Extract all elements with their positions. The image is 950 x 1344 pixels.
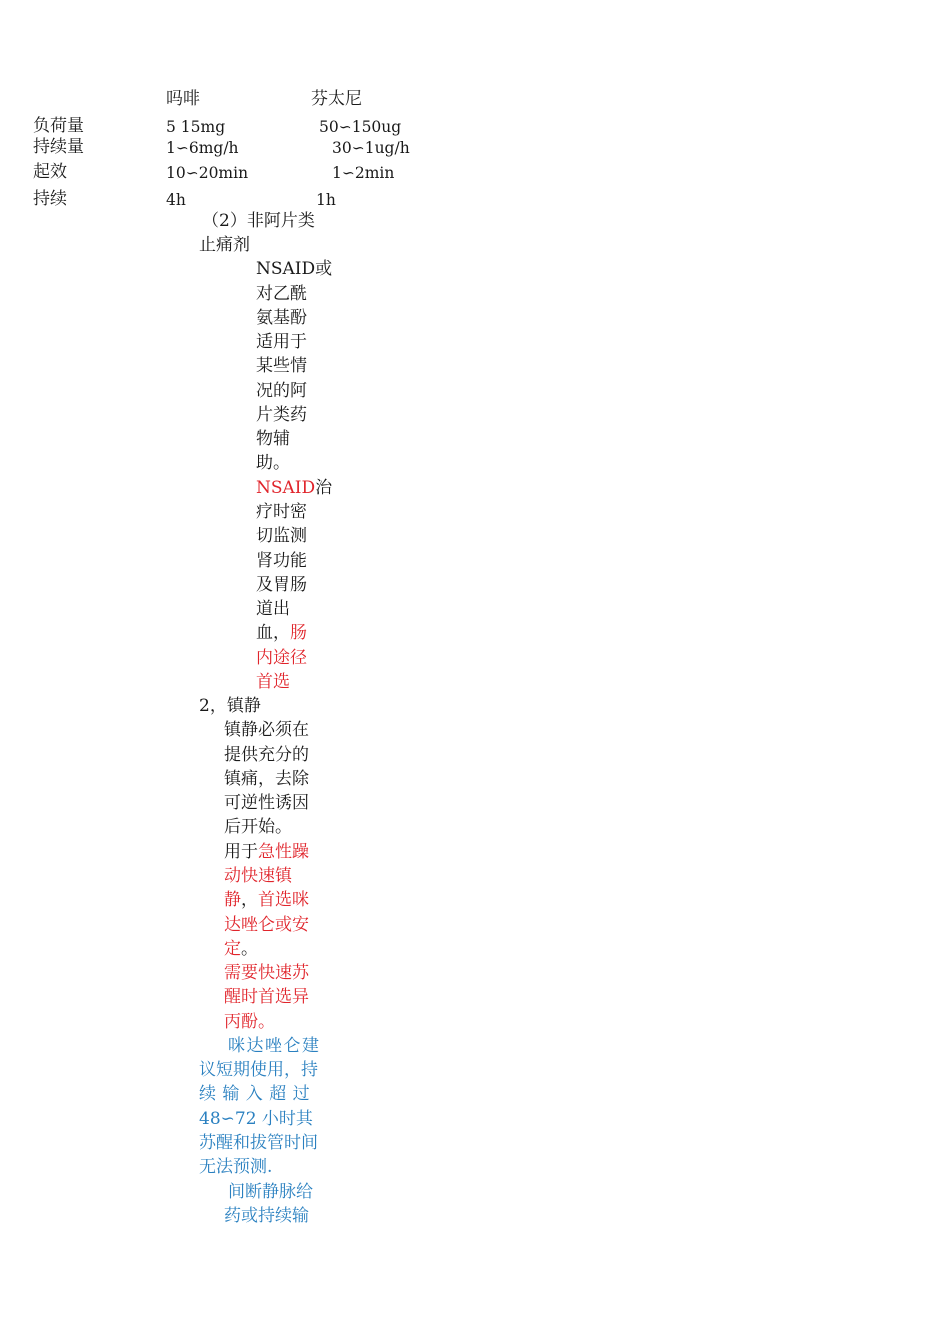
nonopioid-text-line: 况的阿 <box>256 381 307 401</box>
sedation-use-line <box>224 888 309 912</box>
midazolam-note-line: 咪达唑仑建 <box>228 1036 321 1056</box>
midazolam-note-line: 议短期使用，持 <box>199 1060 318 1080</box>
midazolam-note-line: 续 输 入 超 过 <box>199 1084 311 1104</box>
cell-morphine-duration: 4h <box>166 191 186 209</box>
row-label-maintenance: 持续量 <box>33 137 84 157</box>
col-header-fentanyl: 芬太尼 <box>311 89 362 109</box>
nsaid-warning-line: 疗时密 <box>256 502 307 522</box>
diazepam-red-text: 定 <box>224 939 241 959</box>
sedation-text-line: 提供充分的 <box>224 745 309 765</box>
midazolam-note-line: 无法预测. <box>199 1157 273 1177</box>
enteral-red-text: 肠 <box>290 623 307 643</box>
agitation-red-text: 急性躁 <box>258 842 309 862</box>
nsaid-warning-line: 及胃肠 <box>256 575 307 595</box>
propofol-line: 需要快速苏 <box>224 963 309 983</box>
bleeding-text: 血， <box>256 623 290 643</box>
nsaid-warning-line: 肾功能 <box>256 551 307 571</box>
cell-morphine-maintenance: 1∽6mg/h <box>166 139 239 157</box>
intermittent-note-line: 药或持续输 <box>224 1206 309 1226</box>
comma-text: ， <box>241 890 258 910</box>
sedation-use-line <box>224 937 258 961</box>
sedation-use-line: 动快速镇 <box>224 866 292 886</box>
sedation-use-line: 达唑仑或安 <box>224 915 309 935</box>
cell-fentanyl-duration: 1h <box>316 191 336 209</box>
nonopioid-text-line: 助。 <box>256 453 290 473</box>
nonopioid-text-line: 片类药 <box>256 405 307 425</box>
nonopioid-heading-line1: （2）非阿片类 <box>202 211 315 231</box>
enteral-route-line: 内途径 <box>256 648 307 668</box>
nonopioid-text-line: 氨基酚 <box>256 308 307 328</box>
cell-fentanyl-maintenance: 30∽1ug/h <box>332 139 410 157</box>
nsaid-warning-line <box>256 621 307 645</box>
row-label-loading-dose: 负荷量 <box>33 116 84 136</box>
sedation-text-line: 镇静必须在 <box>224 720 309 740</box>
cell-morphine-onset: 10∽20min <box>166 164 249 182</box>
sedation-text-line: 后开始。 <box>224 817 292 837</box>
use-prefix: 用于 <box>224 842 258 862</box>
sedation-text-line: 可逆性诱因 <box>224 793 309 813</box>
nonopioid-text-line: 某些情 <box>256 356 307 376</box>
sedation-text-line: 镇痛，去除 <box>224 769 309 789</box>
nsaid-black-text: 治 <box>315 478 333 498</box>
nonopioid-text-line: 物辅 <box>256 429 290 449</box>
nsaid-red-text: NSAID <box>256 478 316 498</box>
cell-fentanyl-onset: 1∽2min <box>332 164 395 182</box>
nonopioid-text-line: 适用于 <box>256 332 307 352</box>
cell-morphine-loading: 5 15mg <box>166 118 226 136</box>
midazolam-note-line: 48∽72 小时其 <box>199 1109 313 1129</box>
nsaid-warning-line <box>256 476 332 500</box>
nonopioid-heading-line2: 止痛剂 <box>199 235 250 255</box>
nsaid-warning-line: 切监测 <box>256 526 307 546</box>
sedation-red-text: 静 <box>224 890 241 910</box>
cell-fentanyl-loading: 50∽150ug <box>319 118 402 136</box>
midazolam-first-red-text: 首选咪 <box>258 890 309 910</box>
midazolam-note-line: 苏醒和拔管时间 <box>199 1133 318 1153</box>
intermittent-note-line: 间断静脉给 <box>228 1182 313 1202</box>
row-label-duration: 持续 <box>33 189 67 209</box>
period-text: 。 <box>241 939 258 959</box>
nonopioid-text-line: NSAID或 <box>256 259 333 279</box>
enteral-route-line: 首选 <box>256 672 290 692</box>
col-header-morphine: 吗啡 <box>166 89 200 109</box>
propofol-line: 醒时首选异 <box>224 987 309 1007</box>
nsaid-warning-line: 道出 <box>256 599 290 619</box>
row-label-onset: 起效 <box>33 162 67 182</box>
sedation-heading: 2，镇静 <box>199 696 261 716</box>
sedation-use-line <box>224 840 309 864</box>
propofol-line: 丙酚。 <box>224 1012 275 1032</box>
nonopioid-text-line: 对乙酰 <box>256 284 307 304</box>
